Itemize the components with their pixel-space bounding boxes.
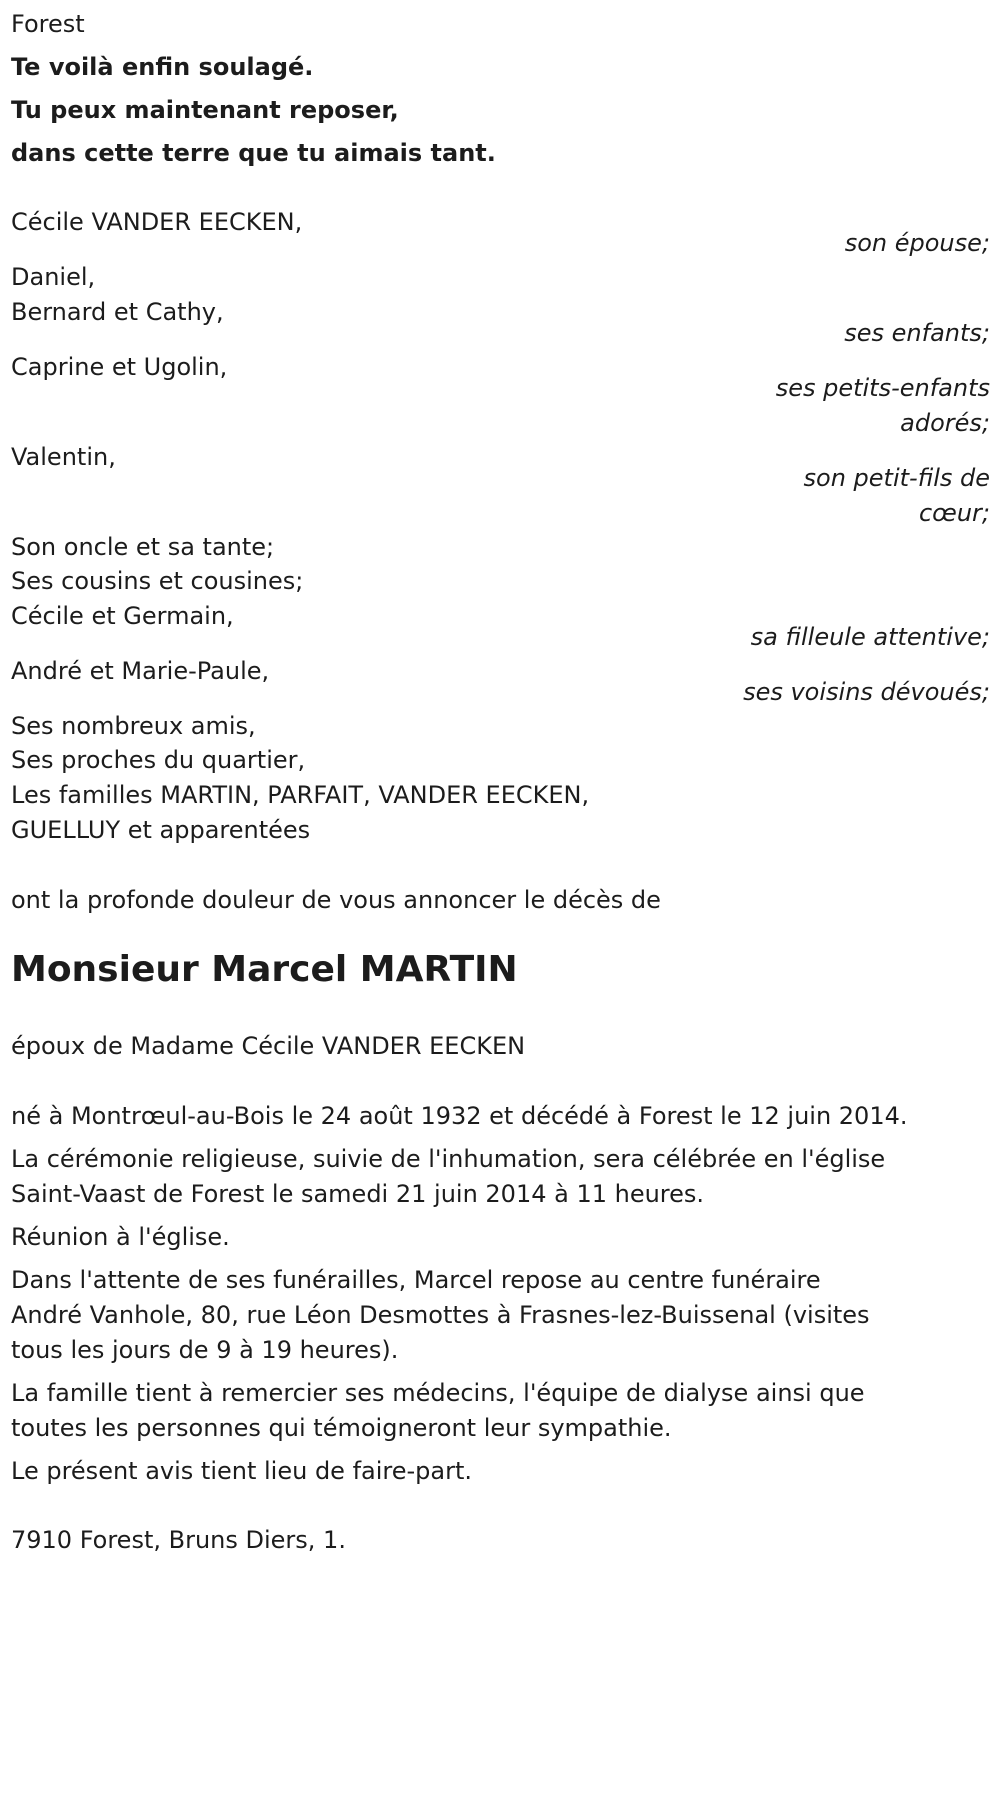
rest-line-1: Dans l'attente de ses funérailles, Marcel repose au centre funéraire — [11, 1266, 821, 1294]
verse-line-2: Tu peux maintenant reposer, — [11, 96, 399, 124]
heart-grandson-role-1: son petit-fils de — [803, 464, 990, 492]
family-child-1: Daniel, — [11, 263, 96, 291]
family-friends: Ses nombreux amis, — [11, 712, 256, 740]
family-heart-grandson: Valentin, — [11, 443, 116, 471]
family-neighbors: André et Marie-Paule, — [11, 657, 270, 685]
family-wife: Cécile VANDER EECKEN, — [11, 208, 303, 236]
goddaughter-role: sa filleule attentive; — [750, 623, 990, 651]
thanks-line-2: toutes les personnes qui témoigneront leur sympathie. — [11, 1414, 672, 1442]
children-role: ses enfants; — [844, 319, 990, 347]
family-grandchildren: Caprine et Ugolin, — [11, 353, 228, 381]
announcement: ont la profonde douleur de vous annoncer le décès de — [11, 886, 661, 914]
family-child-2: Bernard et Cathy, — [11, 298, 224, 326]
ceremony-line-1: La cérémonie religieuse, suivie de l'inhumation, sera célébrée en l'église — [11, 1145, 886, 1173]
grandchildren-role-1: ses petits-enfants — [775, 374, 990, 402]
family-uncle-aunt: Son oncle et sa tante; — [11, 533, 275, 561]
meeting: Réunion à l'église. — [11, 1223, 230, 1251]
family-families-2: GUELLUY et apparentées — [11, 816, 311, 844]
place-heading: Forest — [11, 10, 85, 38]
verse-line-3: dans cette terre que tu aimais tant. — [11, 139, 496, 167]
thanks-line-1: La famille tient à remercier ses médecins, l'équipe de dialyse ainsi que — [11, 1379, 865, 1407]
family-district: Ses proches du quartier, — [11, 746, 306, 774]
notice: Le présent avis tient lieu de faire-part. — [11, 1457, 473, 1485]
family-goddaughter: Cécile et Germain, — [11, 602, 234, 630]
rest-line-3: tous les jours de 9 à 19 heures). — [11, 1336, 399, 1364]
verse-line-1: Te voilà enfin soulagé. — [11, 53, 314, 81]
birth-death: né à Montrœul-au-Bois le 24 août 1932 et décédé à Forest le 12 juin 2014. — [11, 1102, 908, 1130]
family-cousins: Ses cousins et cousines; — [11, 567, 304, 595]
ceremony-line-2: Saint-Vaast de Forest le samedi 21 juin 2014 à 11 heures. — [11, 1180, 705, 1208]
wife-role: son épouse; — [844, 229, 990, 257]
grandchildren-role-2: adorés; — [900, 409, 990, 437]
deceased-spouse: époux de Madame Cécile VANDER EECKEN — [11, 1032, 526, 1060]
deceased-name: Monsieur Marcel MARTIN — [11, 949, 518, 990]
rest-line-2: André Vanhole, 80, rue Léon Desmottes à Frasnes-lez-Buissenal (visites — [11, 1301, 870, 1329]
heart-grandson-role-2: cœur; — [918, 499, 990, 527]
address: 7910 Forest, Bruns Diers, 1. — [11, 1526, 346, 1554]
neighbors-role: ses voisins dévoués; — [743, 678, 990, 706]
family-families-1: Les familles MARTIN, PARFAIT, VANDER EECKEN, — [11, 781, 590, 809]
